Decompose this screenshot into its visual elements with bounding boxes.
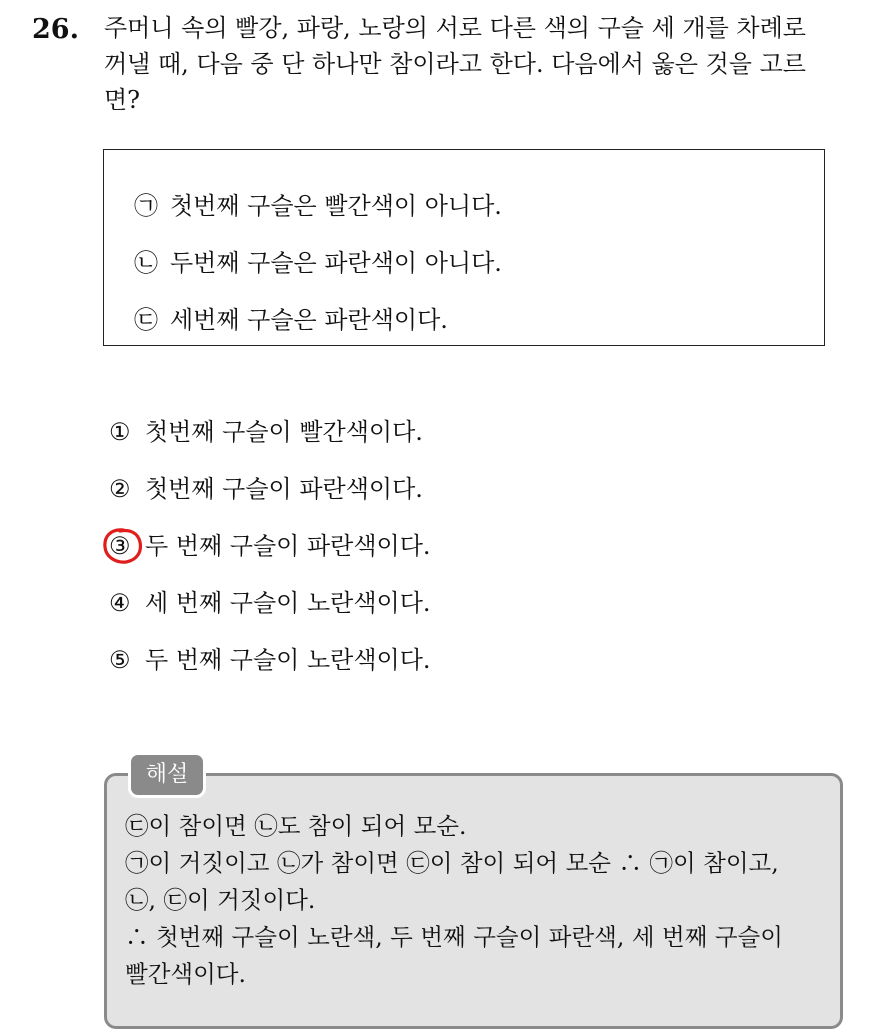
condition-text: 첫번째 구슬은 빨간색이 아니다.	[170, 192, 502, 220]
condition-marker: ㉢	[134, 306, 158, 334]
condition-marker: ㉡	[134, 249, 158, 277]
condition-a	[134, 186, 502, 221]
explanation-line: ㉢이 참이면 ㉡도 참이 되어 모순.	[125, 812, 467, 840]
choice-2[interactable]	[109, 469, 423, 504]
choice-marker	[109, 532, 145, 560]
question-number: 26.	[32, 14, 79, 45]
choice-4[interactable]	[109, 583, 431, 618]
choice-marker: ②	[109, 475, 131, 503]
question-line: 꺼낼 때, 다음 중 단 하나만 참이라고 한다. 다음에서 옳은 것을 고르	[104, 50, 806, 78]
condition-text: 두번째 구슬은 파란색이 아니다.	[170, 249, 502, 277]
explanation-line: ㉡, ㉢이 거짓이다.	[125, 886, 316, 914]
choice-text: 두 번째 구슬이 노란색이다.	[145, 646, 431, 674]
choice-marker-glyph: ③	[109, 532, 131, 560]
selection-circle-icon	[102, 527, 144, 565]
question-line: 주머니 속의 빨강, 파랑, 노랑의 서로 다른 색의 구슬 세 개를 차례로	[104, 14, 806, 42]
condition-b	[134, 243, 502, 278]
condition-text: 세번째 구슬은 파란색이다.	[170, 306, 448, 334]
choice-5[interactable]	[109, 640, 431, 675]
question-line: 면?	[104, 86, 141, 114]
condition-c	[134, 300, 448, 335]
choice-text: 첫번째 구슬이 빨간색이다.	[145, 418, 423, 446]
explanation-line: ㉠이 거짓이고 ㉡가 참이면 ㉢이 참이 되어 모순 ∴ ㉠이 참이고,	[125, 849, 779, 877]
choice-marker: ④	[109, 589, 131, 617]
choice-3[interactable]	[109, 526, 431, 561]
explanation-label: 해설	[128, 752, 206, 798]
condition-marker: ㉠	[134, 192, 158, 220]
explanation-line: 빨간색이다.	[125, 960, 246, 988]
choice-marker: ①	[109, 418, 131, 446]
choice-marker: ⑤	[109, 646, 131, 674]
choice-text: 첫번째 구슬이 파란색이다.	[145, 475, 423, 503]
choice-text: 두 번째 구슬이 파란색이다.	[145, 532, 431, 560]
explanation-text	[125, 808, 835, 993]
conditions-box	[103, 149, 825, 346]
question-text	[104, 10, 864, 118]
choice-text: 세 번째 구슬이 노란색이다.	[145, 589, 431, 617]
choice-1[interactable]	[109, 412, 423, 447]
explanation-line: ∴ 첫번째 구슬이 노란색, 두 번째 구슬이 파란색, 세 번째 구슬이	[125, 923, 783, 951]
